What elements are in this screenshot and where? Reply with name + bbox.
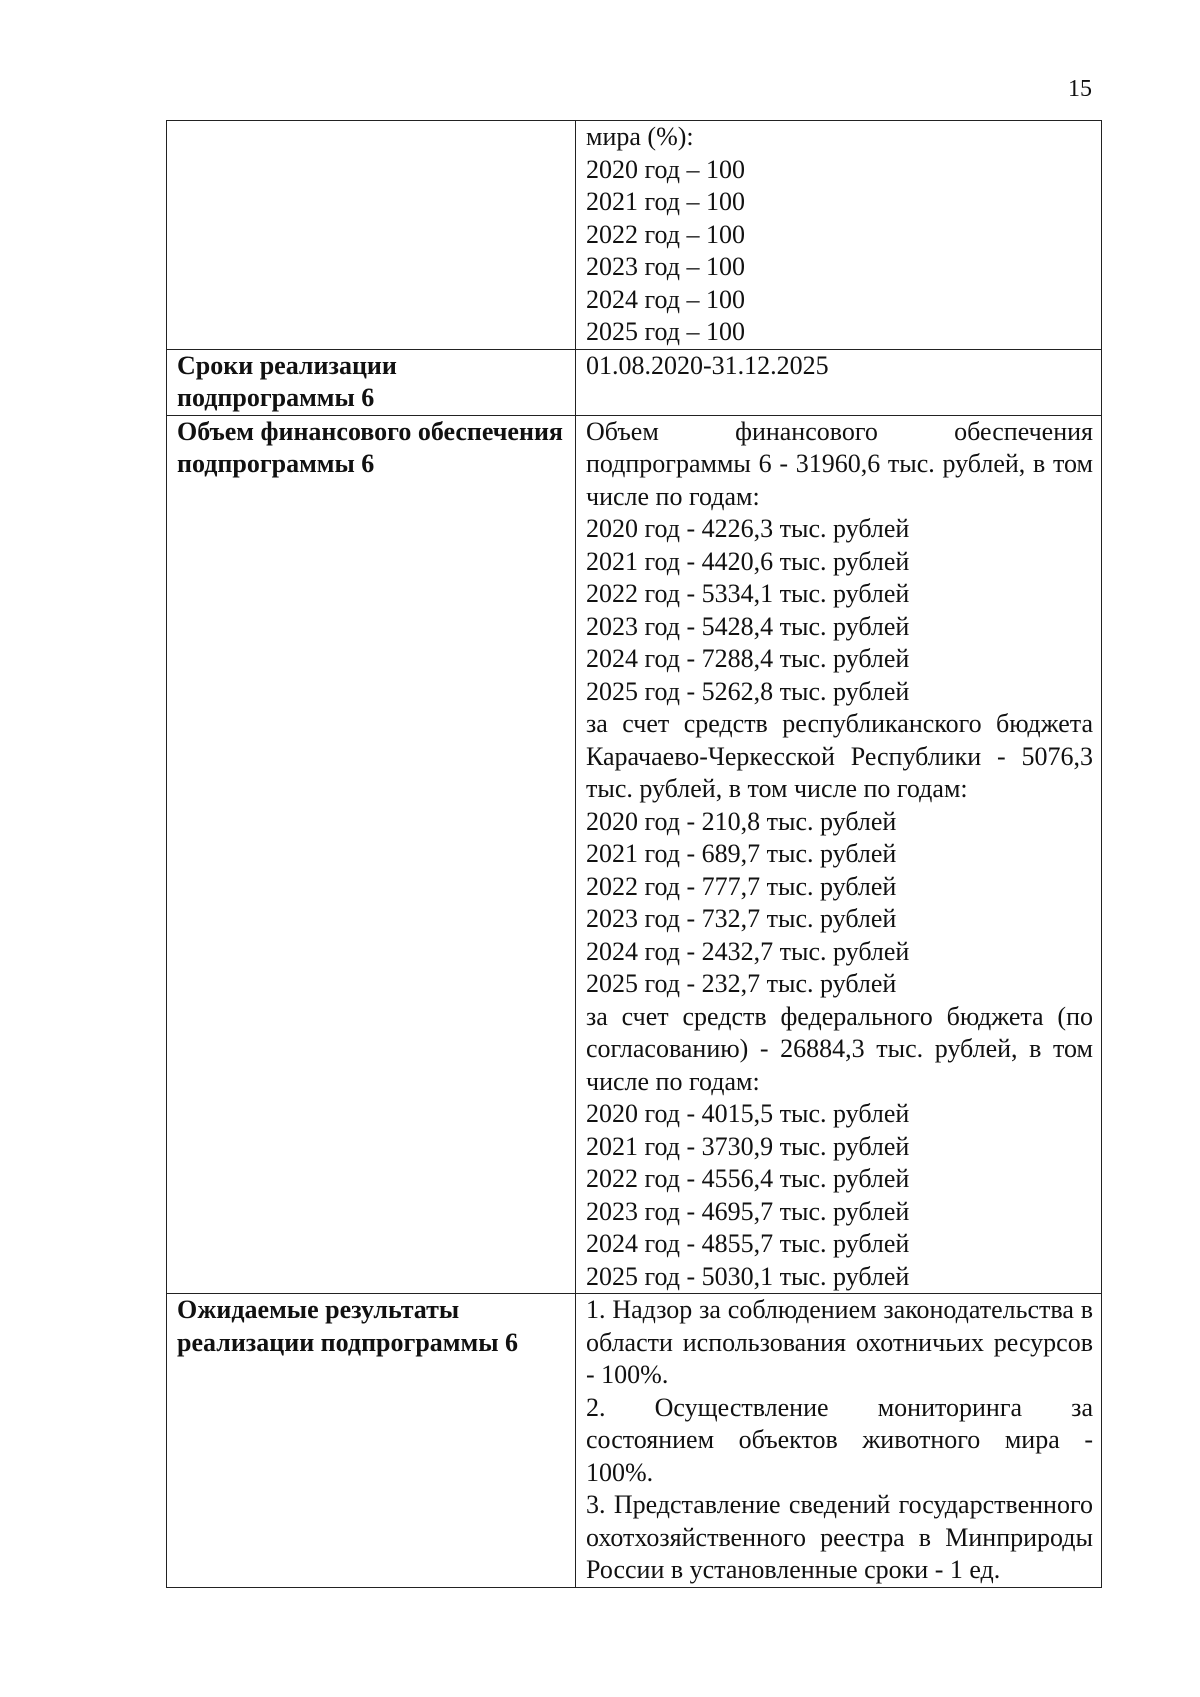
regional-year-line: 2022 год - 777,7 тыс. рублей [586,871,897,901]
table-row [167,1294,1102,1588]
indicator-line: 2020 год – 100 [586,154,745,184]
indicator-line: 2022 год – 100 [586,219,745,249]
implementation-period-cell [576,349,1102,415]
indicator-line: 2025 год – 100 [586,317,745,346]
federal-year-line: 2021 год - 3730,9 тыс. рублей [586,1131,910,1161]
funding-year-line: 2023 год - 5428,4 тыс. рублей [586,611,910,641]
regional-year-line: 2021 год - 689,7 тыс. рублей [586,839,897,868]
federal-year-line: 2022 год - 4556,4 тыс. рублей [586,1164,910,1193]
page-number: 15 [1068,76,1092,102]
regional-year-line: 2020 год - 210,8 тыс. рублей [586,806,897,836]
row-label: Сроки реализации подпрограммы 6 [167,349,576,415]
implementation-period: 01.08.2020-31.12.2025 [586,350,829,380]
indicator-line: мира (%): [586,122,694,151]
funding-cell [576,415,1102,1294]
regional-year-line: 2024 год - 2432,7 тыс. рублей [586,936,910,966]
indicator-line: 2021 год – 100 [586,187,745,216]
funding-year-line: 2025 год - 5262,8 тыс. рублей [586,676,910,706]
funding-year-line: 2024 год - 7288,4 тыс. рублей [586,644,910,673]
indicator-line: 2024 год – 100 [586,284,745,314]
regional-year-line: 2025 год - 232,7 тыс. рублей [586,969,897,998]
regional-year-line: 2023 год - 732,7 тыс. рублей [586,904,897,933]
federal-year-line: 2025 год - 5030,1 тыс. рублей [586,1261,910,1291]
indicator-values-cell [576,121,1102,350]
funding-total-text: Объем финансового обеспечения подпрограммы 6 - 31960,6 тыс. рублей, в том числе по годам: [586,416,1093,511]
table-row [167,349,1102,415]
federal-year-line: 2024 год - 4855,7 тыс. рублей [586,1229,910,1258]
federal-budget-text: за счет средств федерального бюджета (по согласованию) - 26884,3 тыс. рублей, в том числе по годам: [586,1001,1093,1096]
regional-budget-text: за счет средств республиканского бюджета Карачаево-Черкесской Республики - 5076,3 тыс. рублей, в том числе по годам: [586,709,1093,803]
table-row [167,121,1102,350]
funding-year-line: 2021 год - 4420,6 тыс. рублей [586,546,910,576]
row-label: Ожидаемые результаты реализации подпрограммы 6 [167,1294,576,1588]
funding-year-line: 2020 год - 4226,3 тыс. рублей [586,514,910,543]
table-row [167,415,1102,1294]
row-label [167,121,576,350]
indicator-line: 2023 год – 100 [586,252,745,281]
expected-result-item: 3. Представление сведений государственного охотхозяйственного реестра в Минприроды России в установленные сроки - 1 ед. [586,1490,1093,1584]
row-label: Объем финансового обеспечения подпрограммы 6 [167,415,576,1294]
expected-result-item: 2. Осуществление мониторинга за состоянием объектов животного мира - 100%. [586,1392,1093,1487]
expected-result-item: 1. Надзор за соблюдением законодательства в области использования охотничьих ресурсов - 100%. [586,1295,1093,1389]
funding-year-line: 2022 год - 5334,1 тыс. рублей [586,579,910,608]
federal-year-line: 2020 год - 4015,5 тыс. рублей [586,1099,910,1128]
federal-year-line: 2023 год - 4695,7 тыс. рублей [586,1196,910,1226]
expected-results-cell [576,1294,1102,1588]
subprogram-passport-table [166,120,1102,1588]
